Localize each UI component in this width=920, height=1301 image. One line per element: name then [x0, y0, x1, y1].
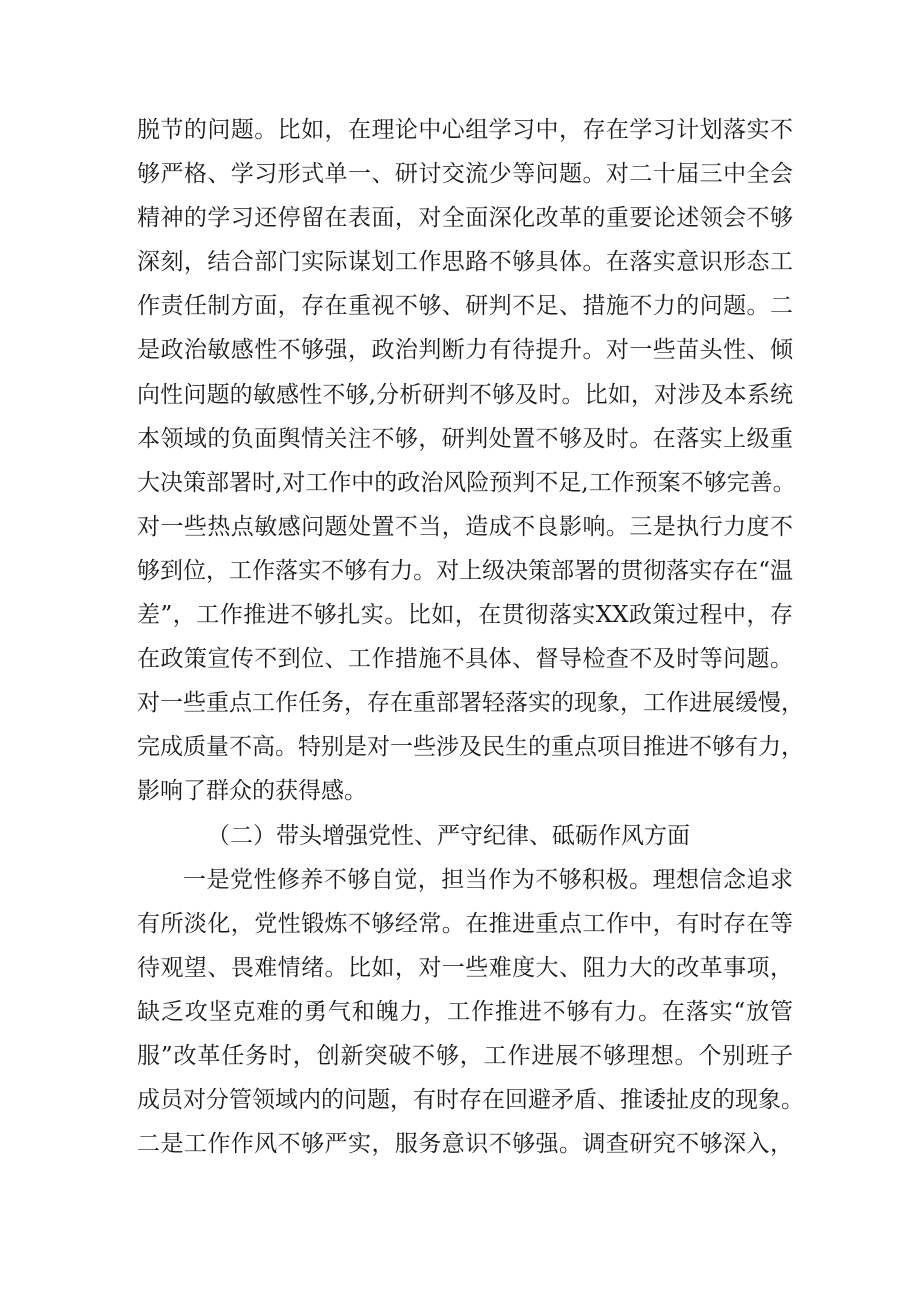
text-line: 成员对分管领域内的问题，有时存在回避矛盾、推诿扯皮的现象。 — [137, 1087, 804, 1114]
text-line: 对一些热点敏感问题处置不当，造成不良影响。三是执行力度不 — [137, 513, 793, 540]
text-line: 待观望、畏难情绪。比如，对一些难度大、阻力大的改革事项， — [137, 954, 793, 981]
text-line: 够到位，工作落实不够有力。对上级决策部署的贯彻落实存在“温 — [137, 557, 793, 584]
text-line: 本领域的负面舆情关注不够，研判处置不够及时。在落实上级重 — [137, 425, 793, 452]
text-line: 精神的学习还停留在表面，对全面深化改革的重要论述领会不够 — [137, 205, 793, 232]
text-line: 向性问题的敏感性不够,分析研判不够及时。比如，对涉及本系统 — [137, 381, 793, 408]
text-line: 有所淡化，党性锻炼不够经常。在推进重点工作中，有时存在等 — [137, 910, 793, 937]
text-line: 服”改革任务时，创新突破不够，工作进展不够理想。个别班子 — [137, 1042, 793, 1069]
text-line: 够严格、学习形式单一、研讨交流少等问题。对二十届三中全会 — [137, 161, 793, 188]
section-heading: （二）带头增强党性、严守纪律、砥砺作风方面 — [207, 822, 690, 849]
text-line: 缺乏攻坚克难的勇气和魄力，工作推进不够有力。在落实“放管 — [137, 998, 793, 1025]
text-line: 对一些重点工作任务，存在重部署轻落实的现象，工作进展缓慢， — [137, 690, 804, 717]
text-line: 深刻，结合部门实际谋划工作思路不够具体。在落实意识形态工 — [137, 249, 793, 276]
text-line: 脱节的问题。比如，在理论中心组学习中，存在学习计划落实不 — [137, 117, 793, 143]
document-body — [137, 108, 804, 1166]
text-line: 作责任制方面，存在重视不够、研判不足、措施不力的问题。二 — [137, 293, 793, 320]
text-line: 大决策部署时,对工作中的政治风险预判不足,工作预案不够完善。 — [137, 469, 796, 496]
text-line: 是政治敏感性不够强，政治判断力有待提升。对一些苗头性、倾 — [137, 337, 793, 364]
text-line: 完成质量不高。特别是对一些涉及民生的重点项目推进不够有力， — [137, 734, 804, 761]
text-line: 二是工作作风不够严实，服务意识不够强。调查研究不够深入， — [137, 1131, 793, 1158]
text-line: 一是党性修养不够自觉，担当作为不够积极。理想信念追求 — [183, 866, 793, 893]
text-line: 在政策宣传不到位、工作措施不具体、督导检查不及时等问题。 — [137, 646, 793, 673]
text-line: 影响了群众的获得感。 — [137, 778, 367, 805]
text-line: 差”，工作推进不够扎实。比如，在贯彻落实XX政策过程中，存 — [137, 602, 793, 629]
